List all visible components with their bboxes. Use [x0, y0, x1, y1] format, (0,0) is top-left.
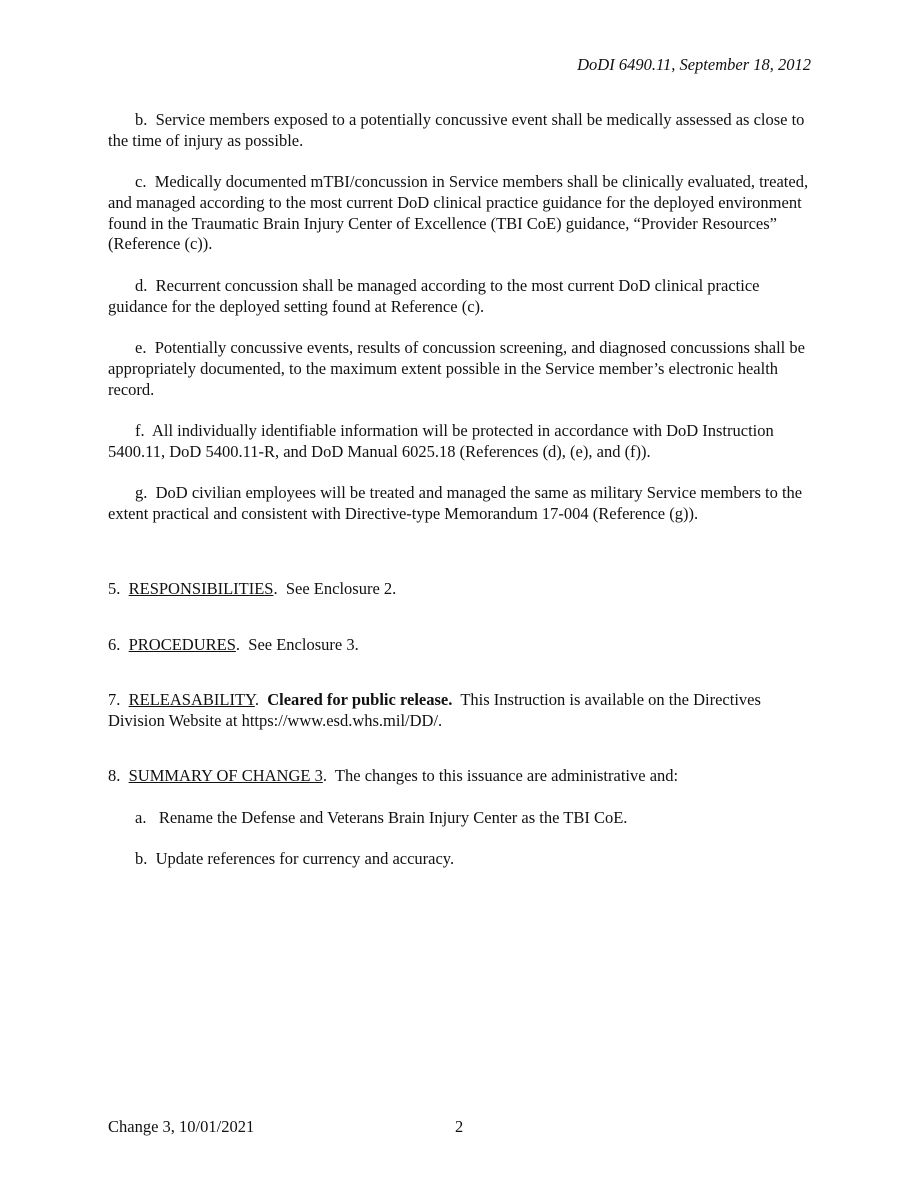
section-text: The changes to this issuance are administrative and: — [334, 766, 679, 785]
summary-item-b — [135, 849, 812, 870]
policy-item-text: Medically documented mTBI/concussion in Service members shall be clinically evaluated, treated, and managed according to the most current DoD clinical practice guidance for the deployed environment found in the Traumatic Brain Injury Center of Excellence (TBI CoE) guidance, “Provider Resources” (Reference (c)). — [108, 172, 809, 254]
section-heading: RESPONSIBILITIES — [128, 579, 274, 598]
policy-item-text: Recurrent concussion shall be managed according to the most current DoD clinical practice guidance for the deployed setting found at Reference (c). — [108, 276, 760, 316]
policy-item-e — [108, 338, 812, 400]
summary-item-letter: a. — [135, 808, 147, 827]
policy-item-letter: d. — [135, 276, 148, 295]
section-text: This Instruction is available on the Directives Division Website at https://www.esd.whs.mil/DD/. — [108, 690, 761, 730]
summary-item-text: Rename the Defense and Veterans Brain Injury Center as the TBI CoE. — [158, 808, 628, 827]
section-responsibilities: 5. RESPONSIBILITIES. See Enclosure 2. — [108, 579, 397, 598]
release-statement: Cleared for public release. — [267, 690, 453, 709]
policy-item-letter: f. — [135, 421, 145, 440]
policy-item-text: All individually identifiable information will be protected in accordance with DoD Instruction 5400.11, DoD 5400.11-R, and DoD Manual 6025.18 (References (d), (e), and (f)). — [108, 421, 774, 461]
change-notice: Change 3, 10/01/2021 — [108, 1117, 255, 1136]
section-number: 7. — [108, 690, 121, 709]
section-releasability: 7. RELEASABILITY. Cleared for public release. This Instruction is available on the Directives Division Website at https://www.esd.whs.mil/DD/. — [108, 690, 761, 730]
section-heading: RELEASABILITY — [128, 690, 255, 709]
summary-item-letter: b. — [135, 849, 148, 868]
policy-item-g — [108, 483, 812, 525]
summary-item-text: Update references for currency and accuracy. — [155, 849, 455, 868]
section-procedures: 6. PROCEDURES. See Enclosure 3. — [108, 635, 359, 654]
page-footer — [108, 1117, 812, 1139]
page-number: 2 — [455, 1117, 464, 1136]
policy-item-letter: g. — [135, 483, 148, 502]
document-reference-header: DoDI 6490.11, September 18, 2012 — [577, 55, 811, 74]
policy-item-text: DoD civilian employees will be treated and managed the same as military Service members to the extent practical and consistent with Directive-type Memorandum 17-004 (Reference (g)). — [108, 483, 803, 523]
section-number: 5. — [108, 579, 121, 598]
section-number: 8. — [108, 766, 121, 785]
section-text: See Enclosure 2. — [285, 579, 397, 598]
policy-item-f — [108, 421, 812, 463]
policy-item-c — [108, 172, 812, 255]
policy-item-d — [108, 276, 812, 318]
summary-item-a — [135, 808, 812, 829]
section-summary-of-change: 8. SUMMARY OF CHANGE 3. The changes to this issuance are administrative and: — [108, 766, 679, 785]
policy-item-letter: e. — [135, 338, 147, 357]
section-heading: SUMMARY OF CHANGE 3 — [128, 766, 323, 785]
section-heading: PROCEDURES — [128, 635, 236, 654]
policy-item-letter: c. — [135, 172, 147, 191]
policy-item-text: Service members exposed to a potentially concussive event shall be medically assessed as close to the time of injury as possible. — [108, 110, 805, 150]
section-text: See Enclosure 3. — [248, 635, 359, 654]
section-number: 6. — [108, 635, 121, 654]
policy-item-b — [108, 110, 812, 152]
policy-item-letter: b. — [135, 110, 148, 129]
policy-item-text: Potentially concussive events, results of concussion screening, and diagnosed concussions shall be appropriately documented, to the maximum extent possible in the Service member’s electronic health record. — [108, 338, 805, 399]
